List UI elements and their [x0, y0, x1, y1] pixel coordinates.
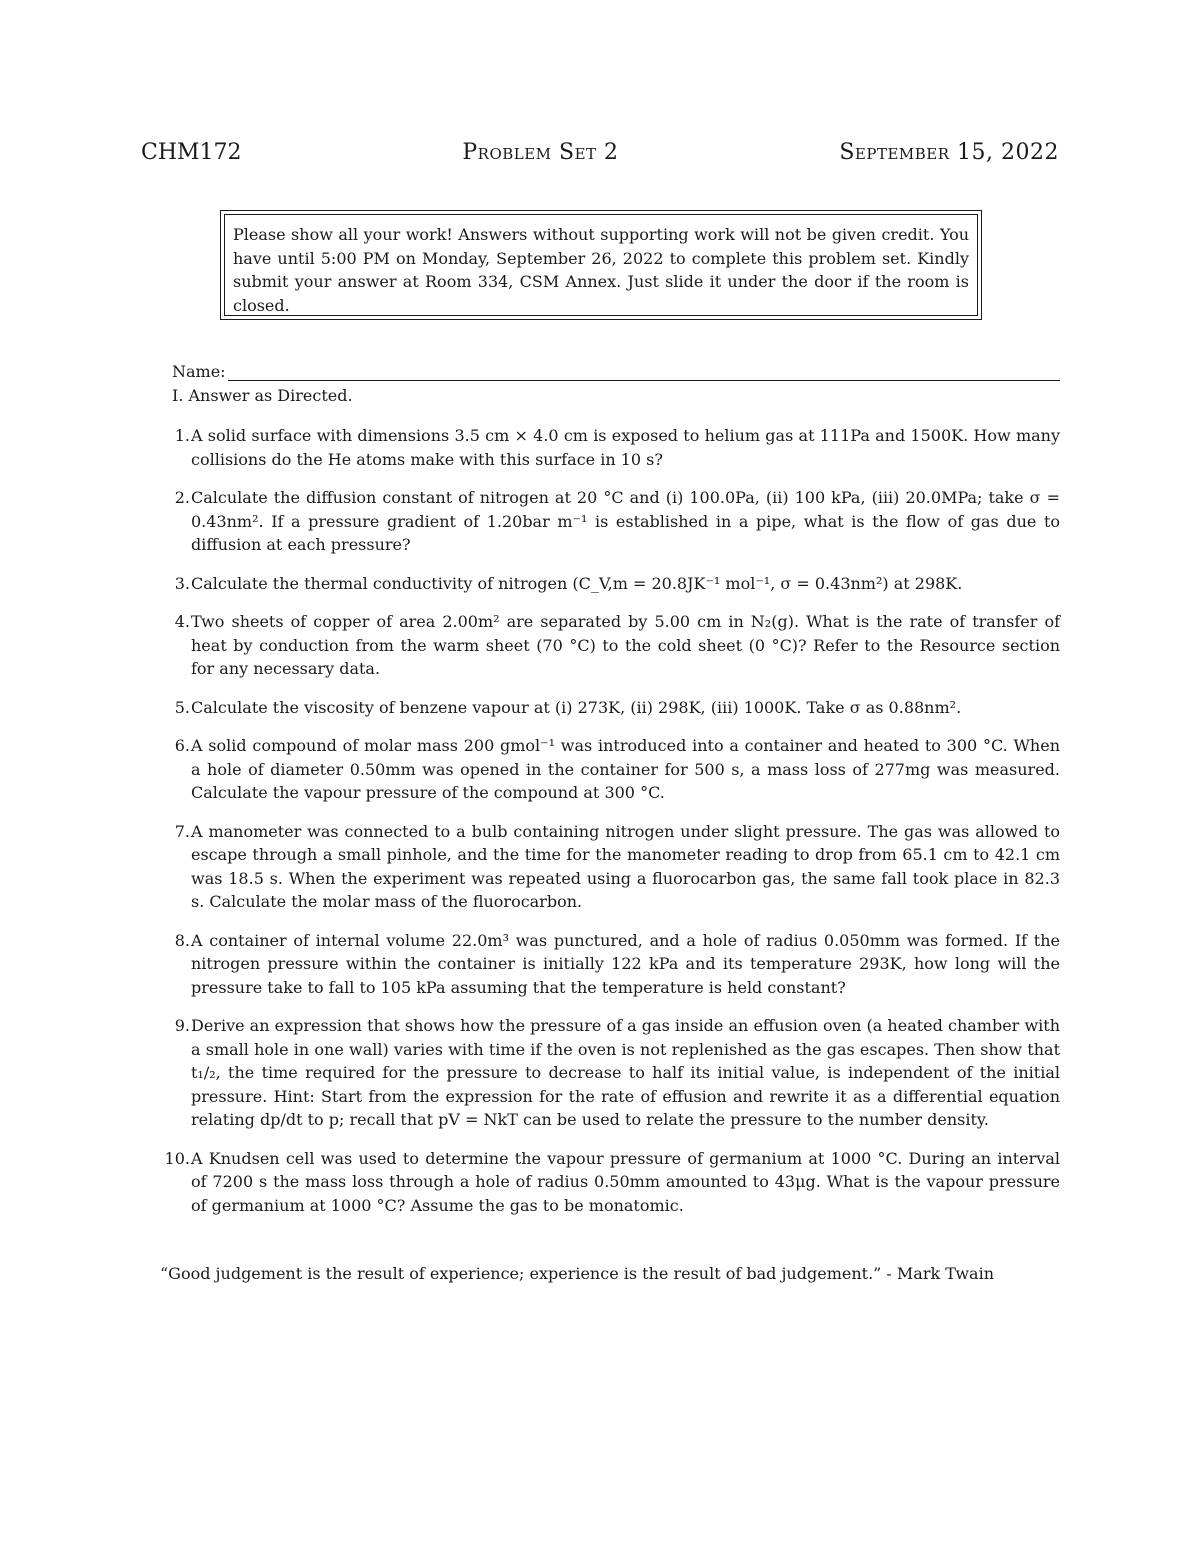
problem-text: Calculate the thermal conductivity of nitrogen (C_V,m = 20.8JK⁻¹ mol⁻¹, σ = 0.43nm²) at 298K. — [191, 573, 963, 593]
problem-number: 3. — [174, 573, 190, 593]
problem-item — [146, 610, 1060, 681]
document-title: Problem Set 2 — [462, 140, 619, 165]
problem-number: 1. — [174, 426, 190, 445]
problem-number: 5. — [174, 697, 190, 717]
instructions-text: Please show all your work! Answers without supporting work will not be given credit. You have until 5:00 PM on Monday, September 26, 2022 to complete this problem set. Kindly submit your answer at Room 334, CSM Annex. Just slide it under the door if the room is closed. — [224, 214, 978, 316]
instructions-box — [220, 210, 982, 320]
problem-list — [146, 424, 1060, 1232]
problem-number: 4. — [174, 612, 190, 631]
problem-item — [146, 486, 1060, 557]
problem-text: Derive an expression that shows how the pressure of a gas inside an effusion oven (a heated chamber with a small hole in one wall) varies with time if the oven is not replenished as the gas escapes. Then show that t₁/₂, the time required for the pressure to decrease to half its initial value, is independent of the initial pressure. Hint: Start from the expression for the rate of effusion and rewrite it as a differential equation relating dp/dt to p; recall that pV = NkT can be used to relate the pressure to the number density. — [191, 1016, 1060, 1129]
page-header — [141, 140, 1059, 165]
problem-text: A Knudsen cell was used to determine the vapour pressure of germanium at 1000 °C. During an interval of 7200 s the mass loss through a hole of radius 0.50mm amounted to 43μg. What is the vapour pressure of germanium at 1000 °C? Assume the gas to be monatomic. — [191, 1148, 1060, 1215]
problem-item — [146, 929, 1060, 1000]
problem-text: Calculate the diffusion constant of nitrogen at 20 °C and (i) 100.0Pa, (ii) 100 kPa, (iii) 20.0MPa; take σ = 0.43nm². If a pressure gradient of 1.20bar m⁻¹ is established in a pipe, what is the flow of gas due to diffusion at each pressure? — [191, 488, 1060, 554]
problem-text: Two sheets of copper of area 2.00m² are separated by 5.00 cm in N₂(g). What is the rate of transfer of heat by conduction from the warm sheet (70 °C) to the cold sheet (0 °C)? Refer to the Resource section for any necessary data. — [191, 612, 1060, 678]
problem-item — [146, 1147, 1060, 1218]
name-label: Name: — [172, 362, 226, 381]
name-underline — [228, 364, 1060, 381]
section-heading: I. Answer as Directed. — [172, 386, 353, 405]
problem-number: 10. — [164, 1148, 190, 1168]
problem-item — [146, 820, 1060, 914]
document-date: September 15, 2022 — [839, 140, 1059, 165]
name-field — [172, 362, 1060, 381]
problem-text: A solid compound of molar mass 200 gmol⁻¹ was introduced into a container and heated to 300 °C. When a hole of diameter 0.50mm was opened in the container for 500 s, a mass loss of 277mg was measured. Calculate the vapour pressure of the compound at 300 °C. — [191, 736, 1060, 802]
problem-text: A manometer was connected to a bulb containing nitrogen under slight pressure. The gas was allowed to escape through a small pinhole, and the time for the manometer reading to drop from 65.1 cm to 42.1 cm was 18.5 s. When the experiment was repeated using a fluorocarbon gas, the same fall took place in 82.3 s. Calculate the molar mass of the fluorocarbon. — [191, 821, 1060, 911]
closing-quote: “Good judgement is the result of experience; experience is the result of bad judgement.” - Mark Twain — [160, 1264, 995, 1283]
problem-item — [146, 572, 1060, 596]
problem-text: Calculate the viscosity of benzene vapour at (i) 273K, (ii) 298K, (iii) 1000K. Take σ as 0.88nm². — [191, 697, 962, 717]
problem-number: 8. — [174, 930, 190, 950]
problem-item — [146, 424, 1060, 471]
problem-number: 9. — [174, 1016, 190, 1035]
course-code: CHM172 — [141, 140, 242, 165]
problem-item — [146, 734, 1060, 805]
problem-item — [146, 1014, 1060, 1132]
problem-item — [146, 696, 1060, 720]
problem-number: 2. — [174, 488, 190, 507]
problem-number: 6. — [174, 736, 190, 755]
problem-text: A container of internal volume 22.0m³ was punctured, and a hole of radius 0.050mm was formed. If the nitrogen pressure within the container is initially 122 kPa and its temperature 293K, how long will the pressure take to fall to 105 kPa assuming that the temperature is held constant? — [191, 930, 1060, 997]
problem-number: 7. — [174, 821, 190, 841]
problem-text: A solid surface with dimensions 3.5 cm × 4.0 cm is exposed to helium gas at 111Pa and 1500K. How many collisions do the He atoms make with this surface in 10 s? — [191, 426, 1060, 469]
